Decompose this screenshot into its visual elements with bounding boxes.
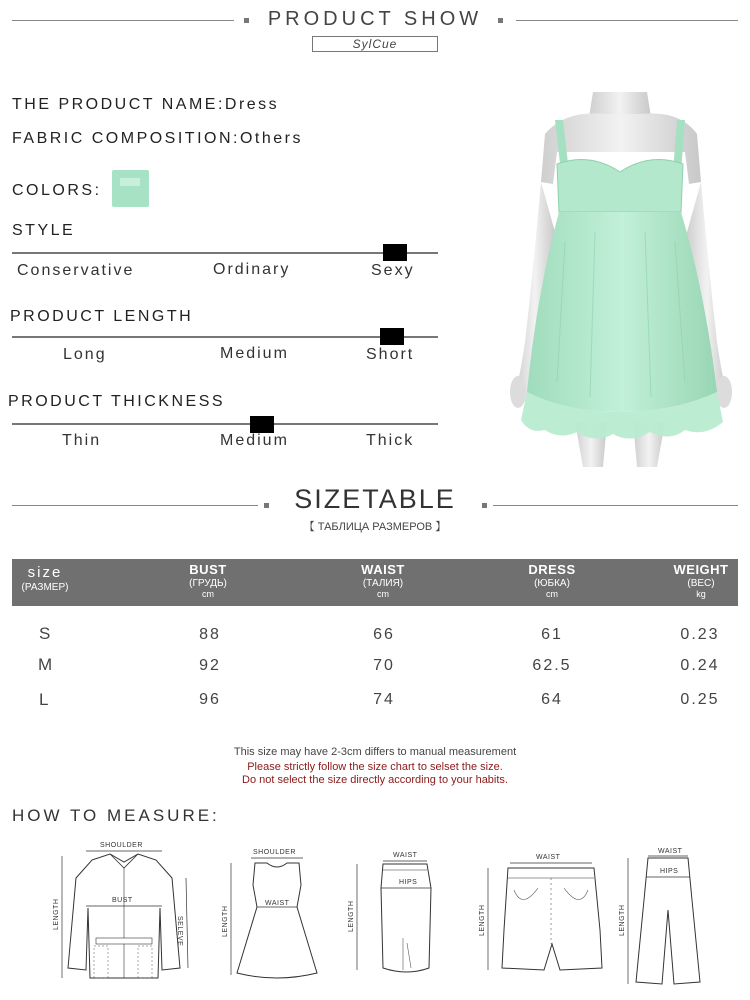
note-measurement: This size may have 2-3cm differs to manual measurement <box>233 746 517 758</box>
style-title: STYLE <box>12 222 76 239</box>
col-bust-main: BUST <box>189 562 227 577</box>
fig2-waist-label: WAIST <box>265 900 290 907</box>
brand-logo: SylCue <box>312 36 438 52</box>
length-scale-line <box>12 336 438 338</box>
row-m-dress: 62.5 <box>532 657 572 674</box>
col-dress <box>520 562 584 599</box>
size-table-header <box>12 559 738 606</box>
sizetable-subtitle: 【 ТАБЛИЦА РАЗМЕРОВ 】 <box>303 521 447 533</box>
product-name-label: THE PRODUCT NAME: <box>12 96 225 113</box>
dress-measure-diagram <box>215 845 330 985</box>
fig5-length-label: LENGTH <box>619 904 626 936</box>
fig1-sleeve-label: SELEVE <box>176 916 183 947</box>
col-waist-unit: cm <box>377 589 389 599</box>
fig1-shoulder-label: SHOULDER <box>100 842 143 849</box>
col-bust-sub: (ГРУДЬ) <box>189 578 227 589</box>
col-waist <box>350 562 416 599</box>
fig2-shoulder-label: SHOULDER <box>253 849 296 856</box>
fig5-hips-label: HIPS <box>660 868 679 875</box>
length-label-long: Long <box>63 346 107 363</box>
row-s-waist: 66 <box>373 626 395 643</box>
row-l-bust: 96 <box>199 691 221 708</box>
jacket-measure-diagram <box>50 838 200 988</box>
fig3-length-label: LENGTH <box>348 900 355 932</box>
col-bust-unit: cm <box>202 589 214 599</box>
fig2-length-label: LENGTH <box>222 905 229 937</box>
row-s-bust: 88 <box>199 626 221 643</box>
thickness-label-thick: Thick <box>366 432 415 449</box>
row-l-size: L <box>39 690 49 709</box>
fabric-label: FABRIC COMPOSITION: <box>12 130 240 147</box>
col-weight-sub: (ВЕС) <box>687 578 715 589</box>
length-label-medium: Medium <box>220 345 289 362</box>
color-swatch-green[interactable] <box>112 170 149 207</box>
thickness-label-medium: Medium <box>220 432 289 449</box>
row-l-waist: 74 <box>373 691 395 708</box>
thickness-marker <box>250 416 274 433</box>
fig1-length-label: LENGTH <box>53 898 60 930</box>
thickness-label-thin: Thin <box>62 432 102 449</box>
length-label-short: Short <box>366 346 415 363</box>
page-title: PRODUCT SHOW <box>267 8 483 30</box>
row-m-size: M <box>38 655 53 674</box>
fig4-waist-label: WAIST <box>536 854 561 861</box>
thickness-title: PRODUCT THICKNESS <box>8 393 226 410</box>
row-m-bust: 92 <box>199 657 221 674</box>
col-weight-unit: kg <box>696 589 706 599</box>
length-title: PRODUCT LENGTH <box>10 308 194 325</box>
style-scale-line <box>12 252 438 254</box>
col-bust <box>178 562 238 599</box>
fig5-waist-label: WAIST <box>658 848 683 855</box>
style-label-conservative: Conservative <box>17 262 135 279</box>
length-marker <box>380 328 404 345</box>
pants-measure-diagram <box>620 840 720 990</box>
style-label-ordinary: Ordinary <box>213 261 291 278</box>
col-waist-main: WAIST <box>361 562 405 577</box>
note-follow-chart: Please strictly follow the size chart to selset the size. <box>247 761 503 773</box>
col-weight-main: WEIGHT <box>673 562 729 577</box>
fabric-row <box>12 130 303 148</box>
product-name-row <box>12 96 279 114</box>
fig3-hips-label: HIPS <box>399 879 418 886</box>
row-s-weight: 0.23 <box>680 626 720 643</box>
col-waist-sub: (ТАЛИЯ) <box>362 578 404 589</box>
fabric-value: Others <box>239 130 303 147</box>
product-name-value: Dress <box>224 96 280 113</box>
thickness-scale-line <box>12 423 438 425</box>
col-weight <box>668 562 734 599</box>
col-dress-main: DRESS <box>528 562 576 577</box>
row-s-size: S <box>39 624 51 643</box>
row-l-dress: 64 <box>541 691 563 708</box>
product-image-dress[interactable] <box>505 92 735 467</box>
fig3-waist-label: WAIST <box>393 852 418 859</box>
fig4-length-label: LENGTH <box>479 904 486 936</box>
how-to-measure-title: HOW TO MEASURE: <box>12 806 220 825</box>
note-habits: Do not select the size directly according to your habits. <box>242 774 508 786</box>
style-marker <box>383 244 407 261</box>
row-m-weight: 0.24 <box>680 657 720 674</box>
skirt-measure-diagram <box>345 848 445 983</box>
style-label-sexy: Sexy <box>371 262 415 279</box>
fig1-bust-label: BUST <box>112 897 133 904</box>
col-size-main: size <box>27 564 63 581</box>
col-size <box>12 564 78 593</box>
col-size-sub: (РАЗМЕР) <box>21 582 69 593</box>
col-dress-unit: cm <box>546 589 558 599</box>
row-m-waist: 70 <box>373 657 395 674</box>
shorts-measure-diagram <box>478 850 618 980</box>
colors-label: COLORS: <box>12 182 102 199</box>
sizetable-title: SIZETABLE <box>294 484 456 514</box>
row-s-dress: 61 <box>541 626 563 643</box>
col-dress-sub: (ЮБКА) <box>534 578 570 589</box>
row-l-weight: 0.25 <box>680 691 720 708</box>
